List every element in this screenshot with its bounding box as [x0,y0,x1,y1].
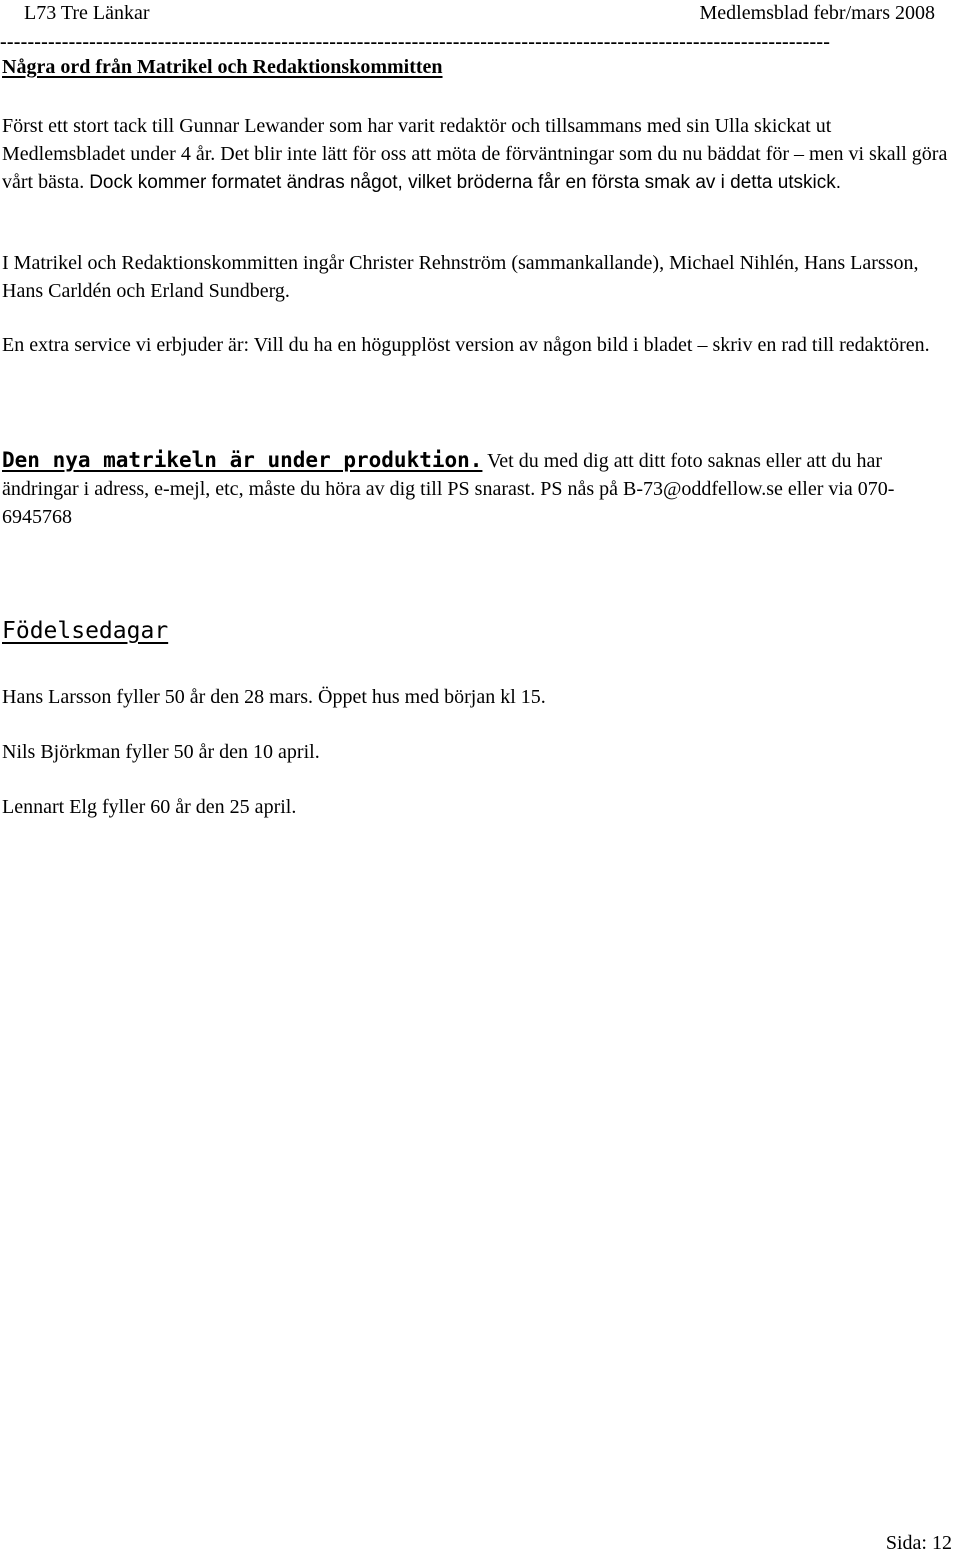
birthday-item: Nils Björkman fyller 50 år den 10 april. [2,741,320,763]
birthday-item: Lennart Elg fyller 60 år den 25 april. [2,796,297,818]
intro-text-format: Dock kommer formatet ändras något, vilket bröderna får en första smak av i detta utskick. [89,172,842,193]
page-header [0,0,960,28]
paragraph-service: En extra service vi erbjuder är: Vill du ha en högupplöst version av någon bild i bladet – skriv en rad till redaktören. [2,334,930,356]
paragraph-committee: I Matrikel och Redaktionskommitten ingår Christer Rehnström (sammankallande), Michael Nihlén, Hans Larsson, Hans Carldén och Erland Sundberg. [2,252,919,302]
header-rule: ------------------------------------------------------------------------------------------------------------------------- [0,31,831,53]
section-title: Några ord från Matrikel och Redaktionskommitten [2,56,443,78]
paragraph-intro [2,112,954,197]
page-number: Sida: 12 [885,1532,952,1554]
birthdays-title: Födelsedagar [2,618,169,644]
birthday-item: Hans Larsson fyller 50 år den 28 mars. Öppet hus med början kl 15. [2,686,546,708]
intro-text: Först ett stort tack till Gunnar Lewander som har varit redaktör och tillsammans med sin Ulla skickat ut Medlemsbladet under 4 år. Det blir inte lätt för oss att möta de förväntningar som du nu bäddat för – men vi skall göra vårt bästa. [2,115,948,193]
paragraph-matrikel [2,446,954,531]
matrikel-text: Vet du med dig att ditt foto saknas eller att du har ändringar i adress, e-mejl, etc, måste du höra av dig till PS snarast. PS nås på B-73@oddfellow.se eller via 070-6945768 [2,450,895,528]
lodge-name: L73 Tre Länkar [24,2,150,24]
issue-title: Medlemsblad febr/mars 2008 [699,2,935,24]
matrikel-heading: Den nya matrikeln är under produktion. [2,448,483,472]
